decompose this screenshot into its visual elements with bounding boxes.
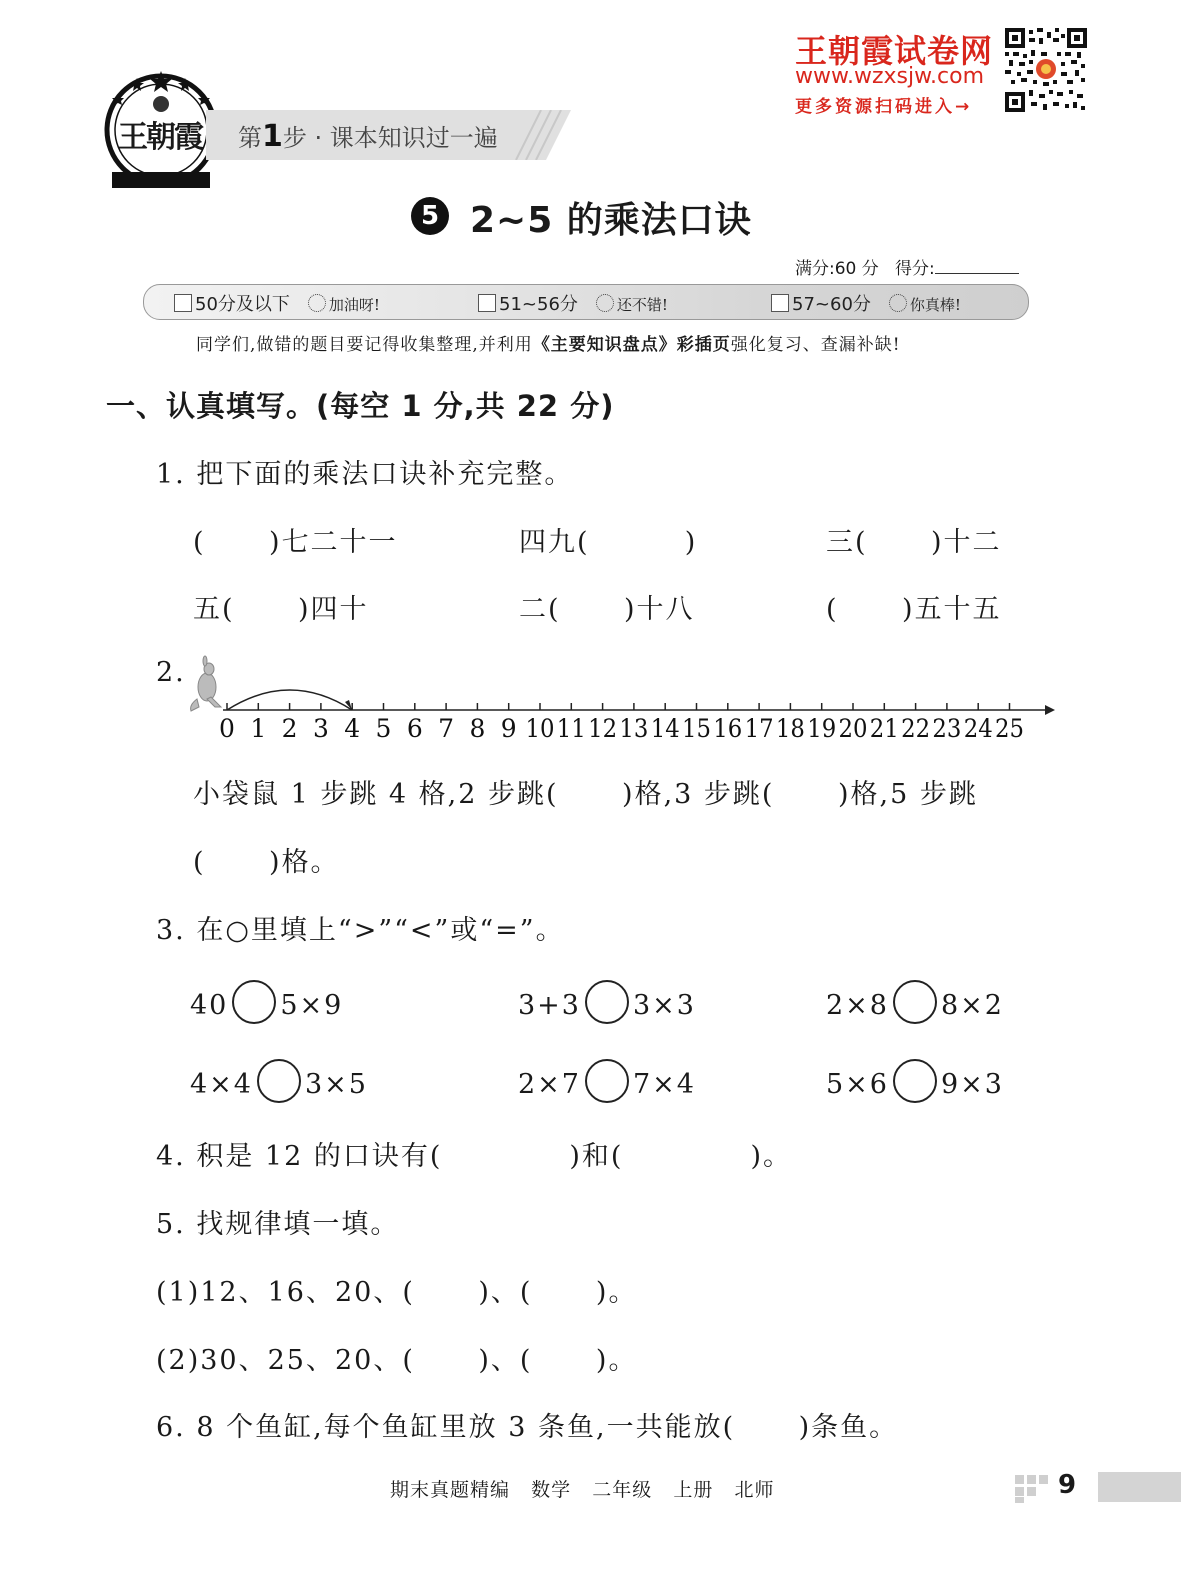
compare-circle[interactable]	[585, 1059, 629, 1103]
number-line-label: 12	[588, 714, 618, 743]
compare-circle[interactable]	[893, 1059, 937, 1103]
brand-scan-text: 更多资源扫码进入→	[795, 97, 973, 117]
number-line-label: 0	[219, 714, 235, 743]
number-line-label: 5	[375, 714, 392, 743]
number-line-label: 2	[281, 714, 298, 743]
q3-compare: 5×6 9×3	[826, 1059, 1004, 1103]
q2-line-1[interactable]: 小袋鼠 1 步跳 4 格,2 步跳( )格,3 步跳( )格,5 步跳	[193, 779, 978, 810]
number-line-label: 14	[650, 714, 680, 743]
q3-compare: 2×8 8×2	[826, 980, 1004, 1024]
lesson-number-badge: 5	[411, 197, 449, 235]
number-line-label: 7	[438, 714, 455, 743]
score-blank[interactable]	[935, 259, 1019, 274]
grade-item: 57~60分 你真棒!	[771, 290, 961, 316]
section-1-title: 一、认真填写。(每空 1 分,共 22 分)	[106, 389, 615, 423]
q2-number: 2.	[156, 657, 186, 688]
q4-text[interactable]: 4. 积是 12 的口诀有( )和( )。	[156, 1141, 792, 1172]
number-line	[185, 655, 1065, 745]
step-banner-text: 第1步 · 课本知识过一遍	[238, 119, 498, 154]
grade-checkbox[interactable]	[771, 294, 789, 312]
logo-text: 王朝霞	[118, 120, 202, 155]
q3-compare: 40 5×9	[190, 980, 343, 1024]
q5-stem: 5. 找规律填一填。	[156, 1209, 400, 1240]
compare-circle[interactable]	[893, 980, 937, 1024]
page-number: 9	[1058, 1470, 1077, 1500]
grade-checkbox[interactable]	[174, 294, 192, 312]
grade-checkbox[interactable]	[478, 294, 496, 312]
smile-icon	[596, 294, 614, 312]
brand-site-name: 王朝霞试卷网	[795, 32, 994, 70]
brand-url[interactable]: www.wzxsjw.com	[795, 64, 985, 89]
number-line-label: 25	[995, 714, 1024, 743]
grade-item: 51~56分 还不错!	[478, 290, 668, 316]
number-line-label: 9	[500, 714, 517, 743]
smile-icon	[308, 294, 326, 312]
q1-blank[interactable]: ( )七二十一	[193, 527, 398, 558]
compare-circle[interactable]	[232, 980, 276, 1024]
number-line-label: 16	[713, 714, 743, 743]
q1-blank[interactable]: 五( )四十	[193, 594, 369, 625]
score-line: 满分:60 分 得分:	[795, 254, 1019, 279]
q3-compare: 3+3 3×3	[518, 980, 696, 1024]
number-line-label: 3	[312, 714, 329, 743]
q3-compare: 4×4 3×5	[190, 1059, 368, 1103]
number-line-label: 22	[901, 714, 931, 743]
qr-code-icon[interactable]	[1005, 28, 1087, 112]
number-line-label: 18	[775, 714, 805, 743]
q1-stem: 1. 把下面的乘法口诀补充完整。	[156, 459, 574, 490]
q1-blank[interactable]: 四九( )	[519, 527, 698, 558]
number-line-label: 6	[406, 714, 423, 743]
number-line-label: 20	[838, 714, 868, 743]
page-decor-icon	[1015, 1475, 1049, 1503]
q5-sequence-2[interactable]: (2)30、25、20、( )、( )。	[156, 1345, 638, 1376]
q1-blank[interactable]: ( )五十五	[826, 594, 1002, 625]
notice-text: 同学们,做错的题目要记得收集整理,并利用《主要知识盘点》彩插页强化复习、查漏补缺!	[196, 335, 901, 355]
smile-icon	[889, 294, 907, 312]
q6-text[interactable]: 6. 8 个鱼缸,每个鱼缸里放 3 条鱼,一共能放( )条鱼。	[156, 1412, 899, 1443]
number-line-label: 10	[525, 714, 555, 743]
page-bar	[1098, 1472, 1181, 1502]
footer-text: 期末真题精编 数学 二年级 上册 北师	[390, 1479, 775, 1501]
page-title: 2~5 的乘法口诀	[470, 200, 752, 241]
number-line-label: 13	[619, 714, 649, 743]
number-line-label: 8	[469, 714, 486, 743]
number-line-label: 19	[807, 714, 837, 743]
grade-bar	[143, 284, 1029, 320]
q2-line-2[interactable]: ( )格。	[193, 847, 340, 878]
q5-sequence-1[interactable]: (1)12、16、20、( )、( )。	[156, 1277, 638, 1308]
number-line-label: 1	[250, 714, 267, 743]
number-line-label: 23	[932, 714, 962, 743]
number-line-label: 15	[682, 714, 711, 743]
q1-blank[interactable]: 三( )十二	[826, 527, 1002, 558]
number-line-label: 17	[744, 714, 774, 743]
q3-compare: 2×7 7×4	[518, 1059, 696, 1103]
kangaroo-icon	[191, 656, 221, 711]
compare-circle[interactable]	[585, 980, 629, 1024]
number-line-label: 24	[963, 714, 993, 743]
q1-blank[interactable]: 二( )十八	[519, 594, 695, 625]
q3-stem: 3. 在○里填上“>”“<”或“=”。	[156, 915, 565, 946]
number-line-label: 4	[344, 714, 361, 743]
compare-circle[interactable]	[257, 1059, 301, 1103]
number-line-label: 21	[869, 714, 899, 743]
grade-item: 50分及以下 加油呀!	[174, 290, 380, 316]
number-line-label: 11	[556, 714, 586, 743]
